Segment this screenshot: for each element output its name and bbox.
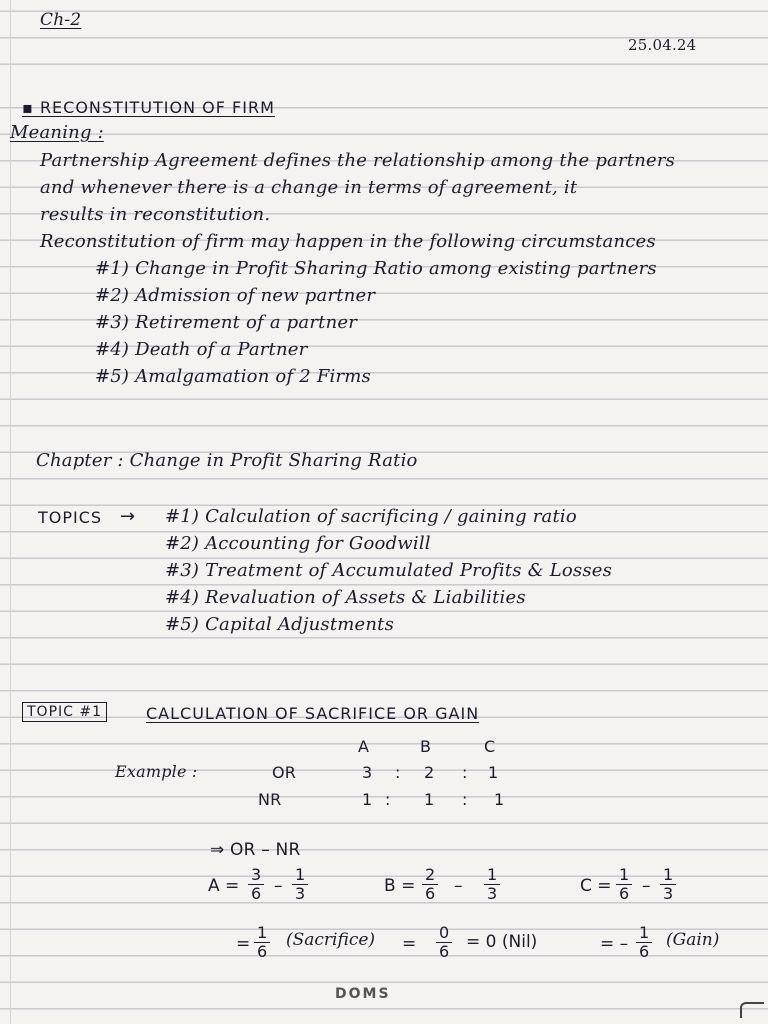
- circumstance-item: #1) Change in Profit Sharing Ratio among existing partners: [95, 258, 657, 279]
- chapter-heading: Chapter : Change in Profit Sharing Ratio: [36, 450, 418, 471]
- page-date: 25.04.24: [628, 36, 697, 54]
- calc-a-op: –: [274, 876, 283, 896]
- result-b-note: = 0 (Nil): [466, 932, 538, 952]
- result-c-prefix: = –: [600, 934, 629, 954]
- partner-a: A: [358, 737, 370, 756]
- topic-item: #1) Calculation of sacrificing / gaining ratio: [165, 506, 577, 527]
- topic-item: #4) Revaluation of Assets & Liabilities: [165, 587, 526, 608]
- circumstance-item: #5) Amalgamation of 2 Firms: [95, 366, 371, 387]
- formula: ⇒ OR – NR: [210, 840, 301, 860]
- or-value: 3: [362, 763, 373, 782]
- or-sep: :: [395, 763, 401, 782]
- nr-label: NR: [258, 790, 282, 809]
- or-value: 1: [488, 763, 499, 782]
- calc-b-frac1: $\frac{2}{6}$: [422, 866, 438, 903]
- topics-label: TOPICS: [38, 508, 103, 527]
- calc-c-frac1: $\frac{1}{6}$: [616, 866, 632, 903]
- circumstances-intro: Reconstitution of firm may happen in the following circumstances: [40, 231, 656, 252]
- nr-value: 1: [494, 790, 505, 809]
- result-b-prefix: =: [402, 934, 417, 954]
- meaning-line-2: and whenever there is a change in terms of agreement, it: [40, 177, 578, 198]
- or-value: 2: [424, 763, 435, 782]
- nr-sep: :: [462, 790, 468, 809]
- margin-line: [10, 0, 11, 1024]
- brand-logo: DOMS: [335, 986, 391, 1002]
- chapter-number: Ch-2: [40, 10, 82, 30]
- result-a-frac: $\frac{1}{6}$: [254, 924, 270, 961]
- or-sep: :: [462, 763, 468, 782]
- meaning-label: Meaning :: [10, 122, 104, 143]
- meaning-line-1: Partnership Agreement defines the relationship among the partners: [40, 150, 676, 171]
- nr-value: 1: [424, 790, 435, 809]
- calc-c-lhs: C =: [580, 876, 612, 896]
- partner-c: C: [484, 737, 496, 756]
- calc-b-frac2: $\frac{1}{3}$: [484, 866, 500, 903]
- calc-c-frac2: $\frac{1}{3}$: [660, 866, 676, 903]
- partner-b: B: [420, 737, 432, 756]
- calc-b-lhs: B =: [384, 876, 416, 896]
- topic-item: #5) Capital Adjustments: [165, 614, 395, 635]
- or-label: OR: [272, 763, 297, 782]
- section-title: ▪ RECONSTITUTION OF FIRM: [22, 98, 275, 117]
- calc-a-frac1: $\frac{3}{6}$: [248, 866, 264, 903]
- arrow-icon: →: [120, 506, 136, 527]
- nr-value: 1: [362, 790, 373, 809]
- circumstance-item: #2) Admission of new partner: [95, 285, 376, 306]
- circumstance-item: #4) Death of a Partner: [95, 339, 308, 360]
- result-c-frac: $\frac{1}{6}$: [636, 924, 652, 961]
- calc-c-op: –: [642, 876, 651, 896]
- nr-sep: :: [385, 790, 391, 809]
- calc-b-op: –: [454, 876, 463, 896]
- result-a-prefix: =: [236, 934, 251, 954]
- result-c-note: (Gain): [666, 930, 720, 950]
- topic1-title: CALCULATION OF SACRIFICE OR GAIN: [146, 704, 480, 723]
- page-corner-mark: [740, 1002, 764, 1018]
- circumstance-item: #3) Retirement of a partner: [95, 312, 358, 333]
- result-b-frac: $\frac{0}{6}$: [436, 924, 452, 961]
- calc-a-lhs: A =: [208, 876, 240, 896]
- example-label: Example :: [115, 762, 198, 781]
- meaning-line-3: results in reconstitution.: [40, 204, 271, 225]
- topic-item: #3) Treatment of Accumulated Profits & Losses: [165, 560, 613, 581]
- result-a-note: (Sacrifice): [286, 930, 376, 950]
- topic1-box-label: TOPIC #1: [22, 702, 107, 722]
- calc-a-frac2: $\frac{1}{3}$: [292, 866, 308, 903]
- topic-item: #2) Accounting for Goodwill: [165, 533, 431, 554]
